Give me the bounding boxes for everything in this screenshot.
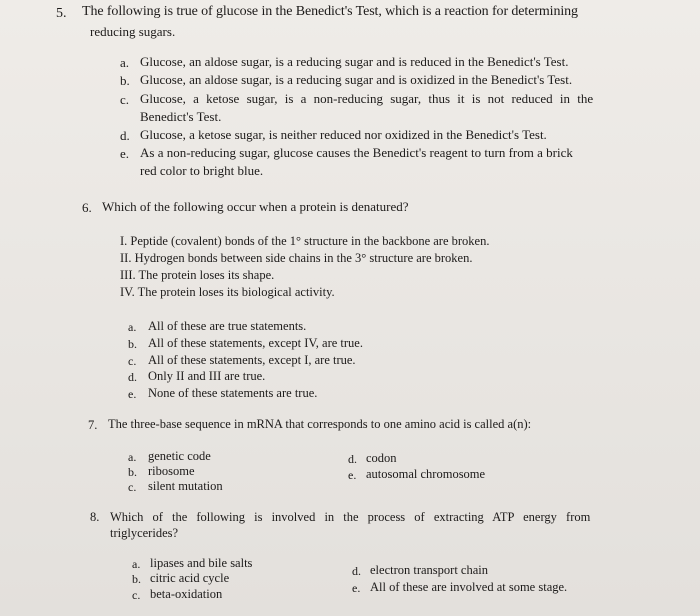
question-stem: The three-base sequence in mRNA that corresponds to one amino acid is called a(n): — [108, 417, 532, 431]
statement-item: II. Hydrogen bonds between side chains in the 3° structure are broken. — [120, 251, 473, 265]
question-stem-continued: triglycerides? — [110, 526, 179, 540]
option-label: b. — [128, 465, 137, 479]
statement-item: III. The protein loses its shape. — [120, 268, 275, 282]
option-text: genetic code — [148, 449, 211, 463]
option-label: c. — [128, 480, 137, 494]
option-text: lipases and bile salts — [150, 556, 253, 570]
question-stem: Which of the following is involved in the process of extracting ATP energy from — [110, 510, 591, 524]
option-text: Only II and III are true. — [148, 369, 266, 383]
option-text: silent mutation — [148, 479, 223, 493]
option-text-continued: Benedict's Test. — [140, 109, 222, 124]
option-text-continued: red color to bright blue. — [140, 163, 264, 178]
option-label: d. — [348, 452, 357, 466]
option-label: e. — [348, 468, 357, 482]
option-text: ribosome — [148, 464, 195, 478]
option-label: c. — [128, 354, 137, 368]
option-label: d. — [120, 128, 130, 143]
option-label: a. — [120, 55, 130, 70]
question-stem: The following is true of glucose in the Benedict's Test, which is a reaction for determining — [82, 4, 578, 19]
option-text: Glucose, an aldose sugar, is a reducing sugar and is reduced in the Benedict's Test. — [140, 54, 569, 69]
option-text: All of these statements, except IV, are true. — [148, 336, 363, 350]
option-text: Glucose, a ketose sugar, is neither reduced nor oxidized in the Benedict's Test. — [140, 127, 547, 142]
option-text: All of these statements, except I, are true. — [148, 353, 356, 367]
option-text: As a non-reducing sugar, glucose causes the Benedict's reagent to turn from a brick — [140, 145, 573, 160]
option-label: b. — [128, 337, 137, 351]
option-label: c. — [120, 92, 130, 107]
question-stem: Which of the following occur when a protein is denatured? — [102, 199, 409, 214]
statement-item: I. Peptide (covalent) bonds of the 1° structure in the backbone are broken. — [120, 234, 490, 248]
option-text: autosomal chromosome — [366, 467, 486, 481]
option-label: a. — [132, 557, 141, 571]
option-label: e. — [128, 387, 137, 401]
question-number: 6. — [82, 200, 92, 215]
question-number: 8. — [90, 510, 100, 524]
question-number: 5. — [56, 6, 67, 21]
option-text: beta-oxidation — [150, 587, 223, 601]
option-text: codon — [366, 451, 397, 465]
option-label: d. — [352, 564, 361, 578]
statement-item: IV. The protein loses its biological activity. — [120, 285, 335, 299]
option-text: electron transport chain — [370, 563, 489, 577]
option-label: a. — [128, 450, 137, 464]
option-label: e. — [120, 146, 130, 161]
option-text: All of these are involved at some stage. — [370, 580, 568, 594]
option-text: citric acid cycle — [150, 571, 230, 585]
option-label: c. — [132, 588, 141, 602]
option-label: e. — [352, 581, 361, 595]
option-text: None of these statements are true. — [148, 386, 318, 400]
option-label: a. — [128, 320, 137, 334]
option-text: All of these are true statements. — [148, 319, 307, 333]
option-label: d. — [128, 370, 137, 384]
option-label: b. — [132, 572, 141, 586]
option-text: Glucose, an aldose sugar, is a reducing sugar and is oxidized in the Benedict's Test. — [140, 72, 573, 87]
question-number: 7. — [88, 418, 98, 432]
question-stem-continued: reducing sugars. — [90, 24, 176, 39]
option-text: Glucose, a ketose sugar, is a non-reducing sugar, thus it is not reduced in the — [140, 91, 594, 106]
option-label: b. — [120, 73, 130, 88]
